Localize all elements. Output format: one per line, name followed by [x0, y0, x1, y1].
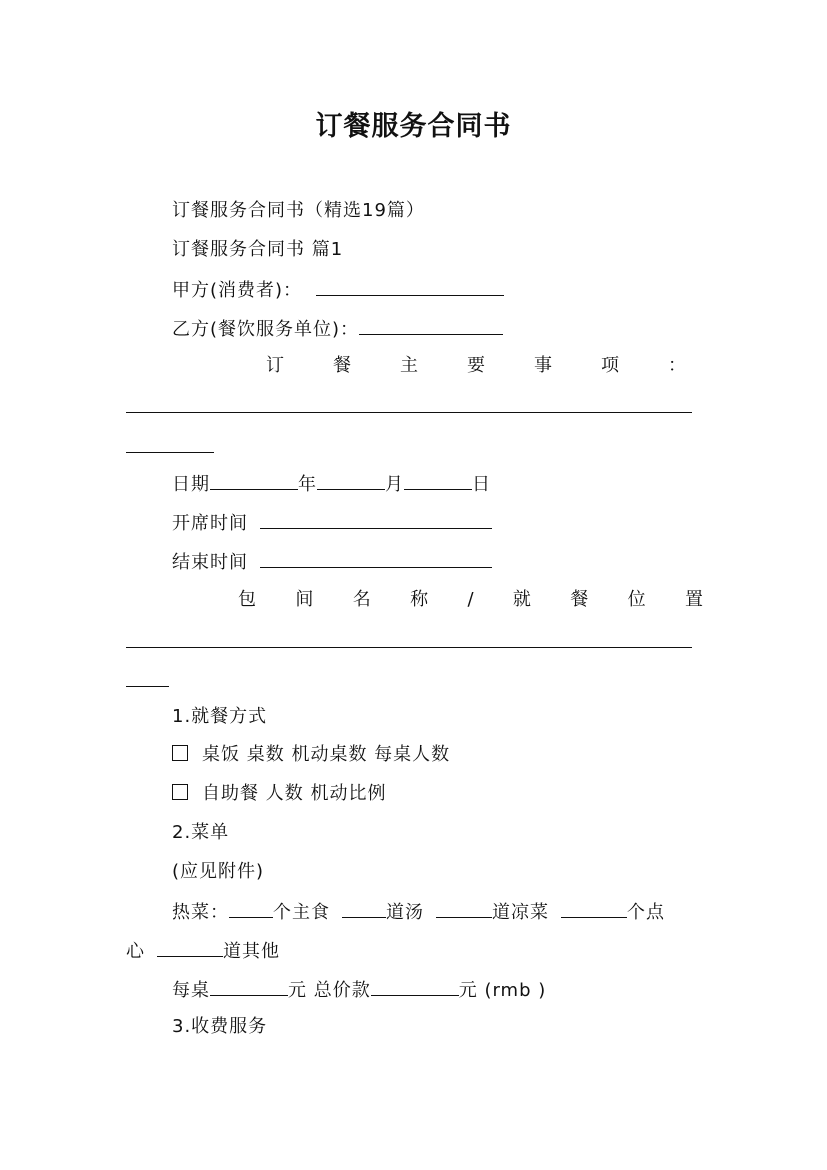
date-label: 日期	[172, 474, 210, 495]
room-char: 就	[512, 589, 531, 610]
end-time-label: 结束时间	[172, 552, 248, 573]
dishes-blank-1[interactable]	[229, 899, 273, 918]
option-buffet[interactable]	[172, 782, 386, 806]
room-char: /	[467, 589, 474, 610]
order-items-char: 要	[467, 355, 485, 376]
order-items-char: 订	[266, 355, 284, 376]
option-buffet-label: 自助餐 人数 机动比例	[202, 783, 387, 804]
year-blank[interactable]	[210, 471, 298, 490]
checkbox[interactable]	[172, 745, 188, 761]
room-char: 包	[238, 589, 256, 610]
document-title: 订餐服务合同书	[315, 111, 512, 142]
price-unit: 元 (rmb )	[458, 980, 547, 1001]
option-table-meal-label: 桌饭 桌数 机动桌数 每桌人数	[202, 744, 451, 765]
order-items-char: 主	[400, 355, 418, 376]
price-unit: 元 总价款	[288, 980, 371, 1001]
party-a-blank[interactable]	[316, 277, 504, 296]
dishes-unit: 道汤	[386, 902, 424, 923]
year-label: 年	[298, 474, 317, 495]
order-items-heading	[266, 354, 686, 378]
month-blank[interactable]	[317, 471, 385, 490]
room-char: 间	[295, 589, 314, 610]
price-per-table-blank[interactable]	[210, 977, 288, 996]
dishes-blank-5[interactable]	[157, 938, 223, 957]
price-per-table-label: 每桌	[172, 980, 210, 1001]
room-char: 名	[352, 589, 371, 610]
order-items-blank-2[interactable]	[126, 452, 214, 453]
section-1-heading: 1.就餐方式	[172, 706, 268, 727]
date-line	[172, 471, 491, 497]
party-b-blank[interactable]	[359, 316, 503, 335]
dishes-unit: 道其他	[223, 941, 280, 962]
dishes-label: 热菜：	[172, 902, 229, 923]
room-char: 置	[684, 589, 703, 610]
start-time-blank[interactable]	[260, 510, 492, 529]
room-blank-1[interactable]	[126, 647, 692, 648]
dishes-unit: 心	[126, 941, 145, 962]
month-label: 月	[385, 474, 404, 495]
dishes-blank-2[interactable]	[342, 899, 386, 918]
total-price-blank[interactable]	[371, 977, 459, 996]
order-items-blank-1[interactable]	[126, 412, 692, 413]
dishes-unit: 个主食	[273, 902, 330, 923]
dishes-blank-4[interactable]	[561, 899, 627, 918]
checkbox[interactable]	[172, 784, 188, 800]
part-heading: 订餐服务合同书 篇1	[172, 239, 344, 260]
room-char: 餐	[570, 589, 589, 610]
section-3-heading: 3.收费服务	[172, 1016, 268, 1037]
order-items-char: 事	[534, 355, 552, 376]
document-subtitle: 订餐服务合同书（精选19篇）	[172, 200, 425, 221]
day-label: 日	[472, 474, 491, 495]
start-time-label: 开席时间	[172, 513, 248, 534]
party-a-label: 甲方(消费者)：	[172, 280, 303, 301]
option-table-meal[interactable]	[172, 743, 450, 767]
attachment-note: (应见附件)	[172, 861, 265, 882]
end-time-blank[interactable]	[260, 549, 492, 568]
dishes-blank-3[interactable]	[436, 899, 492, 918]
end-time-line	[172, 549, 492, 575]
start-time-line	[172, 510, 492, 536]
room-blank-2[interactable]	[126, 686, 169, 687]
party-a-line	[172, 277, 504, 303]
order-items-char: 项	[601, 355, 619, 376]
day-blank[interactable]	[404, 471, 472, 490]
order-items-char: 餐	[333, 355, 351, 376]
dishes-unit: 个点	[627, 902, 665, 923]
party-b-label: 乙方(餐饮服务单位)：	[172, 319, 360, 340]
room-heading	[238, 588, 703, 612]
room-char: 位	[627, 589, 646, 610]
dishes-line	[172, 899, 665, 925]
room-char: 称	[410, 589, 429, 610]
section-2-heading: 2.菜单	[172, 822, 230, 843]
party-b-line	[172, 316, 503, 342]
dishes-line-cont	[126, 938, 280, 964]
dishes-unit: 道凉菜	[492, 902, 549, 923]
price-line	[172, 977, 546, 1003]
order-items-char: ：	[668, 355, 686, 376]
